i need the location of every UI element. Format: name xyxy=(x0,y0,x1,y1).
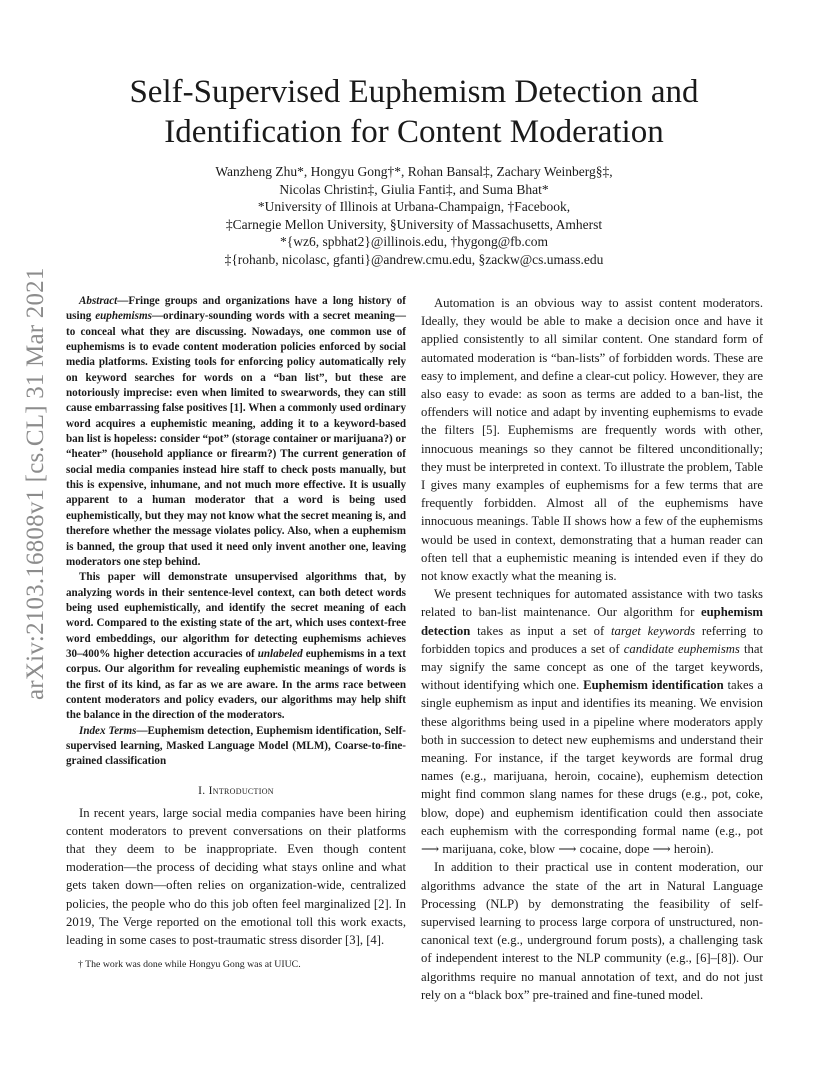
body-text: takes as input a set of xyxy=(470,623,612,638)
abstract-emphasis: euphemisms xyxy=(95,310,152,323)
affiliation-line-2: ‡Carnegie Mellon University, §University of Massachusetts, Amherst xyxy=(225,216,603,232)
abstract-text: euphemisms in a text corpus. Our algorithm for revealing euphemistic meanings of words is the first of its kind, as far as we are aware. In the arms race between content moderators and policy evaders, our algorithms may help shift the balance in the direction of the moderators. xyxy=(66,647,406,722)
body-text: takes a single euphemism as input and identifies its meaning. We envision these algorithms being used in a pipeline where moderators apply both in succession to detect new euphemisms and understand their meaning. For instance, if the target keywords are formal drug names (e.g., marijuana, heroin, cocaine), euphemism detection might find common slang names for these drugs (e.g., pot, coke, blow, dope) and euphemism identification could then associate each euphemism with the corresponding formal name (e.g., pot ⟶ marijuana, coke, blow ⟶ cocaine, dope ⟶ heroin). xyxy=(421,678,763,857)
body-text: referring to forbidden topics and produces a set of xyxy=(421,623,763,656)
abstract-paragraph-2 xyxy=(66,570,406,723)
term-euphemism-detection: euphemism detection xyxy=(421,605,763,638)
term-euphemism-identification: Euphemism identification xyxy=(583,678,724,693)
body-text: that may signify the same concept as one of the target keywords, without identifying which one. xyxy=(421,641,763,693)
author-names-line-2: Nicolas Christin‡, Giulia Fanti‡, and Suma Bhat* xyxy=(279,181,549,197)
body-text: We present techniques for automated assistance with two tasks related to ban-list maintenance. Our algorithm for xyxy=(421,587,763,620)
title-line-2: Identification for Content Moderation xyxy=(164,114,664,150)
section-number: I. xyxy=(198,784,206,797)
abstract-label: Abstract xyxy=(79,295,118,307)
right-paragraph-3: In addition to their practical use in content moderation, our algorithms advance the state of the art in Natural Language Processing (NLP) by demonstrating the feasibility of self-supervised learning to process large corpora of unstructured, non-canonical text (e.g., underground forum posts), a challenging task of independent interest to the NLP community (e.g., [6]–[8]). Our algorithms require no manual annotation of text, and do not just rely on a “black box” pre-trained and fine-tuned model. xyxy=(421,860,763,1002)
left-column xyxy=(66,294,406,949)
index-terms-text: —Euphemism detection, Euphemism identification, Self-supervised learning, Masked Language Model (MLM), Coarse-to-fine-grained classification xyxy=(66,724,406,768)
author-block xyxy=(90,163,738,269)
section-heading-introduction xyxy=(66,785,406,797)
right-paragraph-2 xyxy=(421,585,763,858)
author-names-line-1: Wanzheng Zhu*, Hongyu Gong†*, Rohan Bansal‡, Zachary Weinberg§‡, xyxy=(215,164,613,179)
footnote: † The work was done while Hongyu Gong was at UIUC. xyxy=(78,959,301,970)
title-line-1: Self-Supervised Euphemism Detection and xyxy=(129,74,699,110)
abstract-emphasis: unlabeled xyxy=(257,647,303,660)
abstract-text: —Fringe groups and organizations have a long history of using xyxy=(66,295,406,323)
email-line-2: ‡{rohanb, nicolasc, gfanti}@andrew.cmu.edu, §zackw@cs.umass.edu xyxy=(224,251,604,267)
index-terms-label: Index Terms xyxy=(79,724,137,737)
section-title: Introduction xyxy=(208,784,274,797)
abstract-text: —ordinary-sounding words with a secret meaning—to conceal what they are discussing. Nowadays, one common use of euphemisms is to evade content moderation policies enforced by social media platforms. Existing tools for enforcing policy automatically rely on keyword searches for words on a “ban list”, but these are notoriously imprecise: even when limited to swearwords, they can still cause embarrassing false positives [1]. When a commonly used ordinary word acquires a euphemistic meaning, adding it to a keyword-based ban list is hopeless: consider “pot” (storage container or marijuana?) or “heater” (household appliance or firearm?) The current generation of social media companies instead hire staff to check posts manually, but this is expensive, inhumane, and not much more effective. It is usually apparent to a human moderator that a word is being used euphemistically, but they may not know what the secret meaning is, and therefore whether the message violates policy. Also, when a euphemism is banned, the group that used it need only invent another one, leaving moderators one step behind. xyxy=(66,310,407,568)
abstract-paragraph-1 xyxy=(66,294,406,570)
email-line-1: *{wz6, spbhat2}@illinois.edu, †hygong@fb.com xyxy=(279,234,549,250)
right-column xyxy=(421,294,763,1004)
abstract-text: This paper will demonstrate unsupervised algorithms that, by analyzing words in their sentence-level context, can both detect words being used euphemistically, and identify the secret meaning of each word. Compared to the existing state of the art, which uses context-free word embeddings, our algorithm for detecting euphemisms achieves 30–400% higher detection accuracies of xyxy=(66,571,406,660)
affiliation-line-1: *University of Illinois at Urbana-Champaign, †Facebook, xyxy=(257,199,571,215)
paper-title xyxy=(90,72,738,152)
index-terms xyxy=(66,724,406,770)
right-paragraph-1: Automation is an obvious way to assist content moderators. Ideally, they would be able to make a decision once and have it applied consistently to all similar content. One standard form of automated moderation is “ban-lists” of forbidden words. These are easy to implement, and define a clear-cut policy. However, they are also easy to evade: as soon as terms are added to a ban-list, the offenders will notice and adapt by inventing euphemisms to evade the filters [5]. Euphemisms are frequently words with other, innocuous meanings so they cannot be filtered unconditionally; they must be interpreted in context. To illustrate the problem, Table I gives many examples of euphemisms for a few terms that are frequently forbidden. Almost all of the euphemisms have innocuous meanings. Table II shows how a few of the euphemisms would be used in context, demonstrating that a human reader can often tell that a euphemistic meaning is intended even if they do not know exactly what the meaning is. xyxy=(421,296,763,584)
term-candidate-euphemisms: candidate euphemisms xyxy=(623,641,740,656)
intro-paragraph: In recent years, large social media companies have been hiring content moderators to prevent conversations on their platforms that they deem to be inappropriate. Even though content moderation—the process of deciding what stays online and what gets taken down—often relies on organization-wide, centralized policies, the people who do this job often feel marginalized [2]. In 2019, The Verge reported on the emotional toll this work exacts, leading in some cases to post-traumatic stress disorder [3], [4]. xyxy=(66,805,406,948)
term-target-keywords: target keywords xyxy=(611,623,696,638)
arxiv-identifier-stamp: arXiv:2103.16808v1 [cs.CL] 31 Mar 2021 xyxy=(22,267,49,700)
